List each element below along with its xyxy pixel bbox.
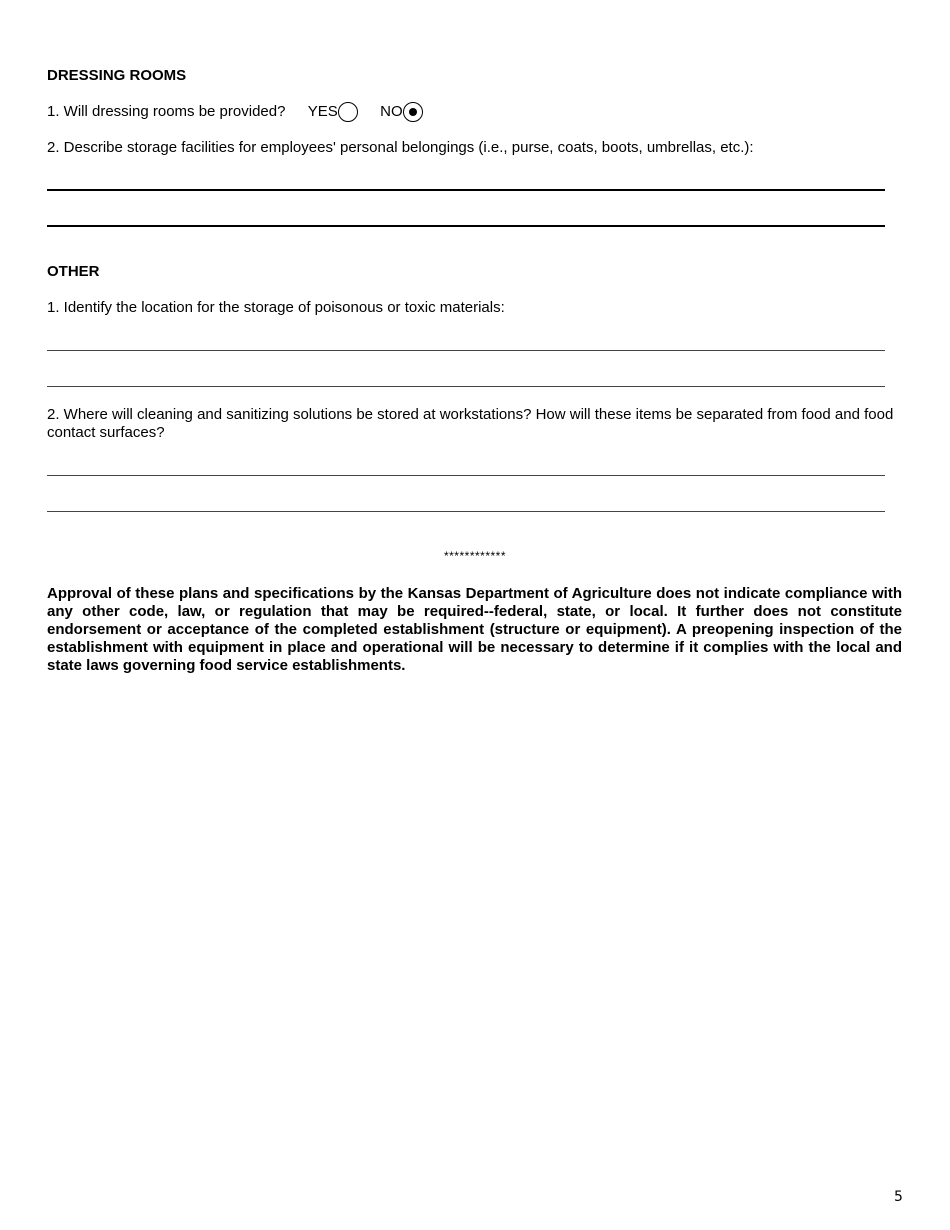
yes-radio[interactable] xyxy=(338,102,358,122)
other-question-2: 2. Where will cleaning and sanitizing solutions be stored at workstations? How will these items be separated from food and food contact surfaces? xyxy=(47,406,894,441)
answer-line-storage-2[interactable] xyxy=(47,225,885,227)
approval-disclaimer: Approval of these plans and specifications by the Kansas Department of Agriculture does not indicate compliance with any other code, law, or regulation that may be required--federal, state, or local. It further does not constitute endorsement or acceptance of the completed establishment (structure or equipment). A preopening inspection of the establishment with equipment in place and operational will be necessary to determine if it complies with the local and state laws governing food service establishments. xyxy=(47,585,902,674)
other-heading: OTHER xyxy=(47,263,100,280)
section-separator: ************ xyxy=(443,549,507,563)
no-option-label: NO xyxy=(380,103,403,120)
dressing-rooms-question-2: 2. Describe storage facilities for employees' personal belongings (i.e., purse, coats, boots, umbrellas, etc.): xyxy=(47,139,754,156)
answer-line-toxic-1[interactable] xyxy=(47,350,885,351)
other-question-1: 1. Identify the location for the storage of poisonous or toxic materials: xyxy=(47,299,505,316)
yes-option-label: YES xyxy=(307,103,338,120)
dressing-rooms-question-1 xyxy=(47,102,423,122)
answer-line-storage-1[interactable] xyxy=(47,189,885,191)
dressing-rooms-heading: DRESSING ROOMS xyxy=(47,67,187,84)
answer-line-toxic-2[interactable] xyxy=(47,386,885,387)
dressing-rooms-question-1-text: 1. Will dressing rooms be provided? xyxy=(47,102,286,120)
page-number: 5 xyxy=(894,1189,903,1205)
no-radio[interactable] xyxy=(403,102,423,122)
answer-line-cleaning-1[interactable] xyxy=(47,475,885,476)
answer-line-cleaning-2[interactable] xyxy=(47,511,885,512)
